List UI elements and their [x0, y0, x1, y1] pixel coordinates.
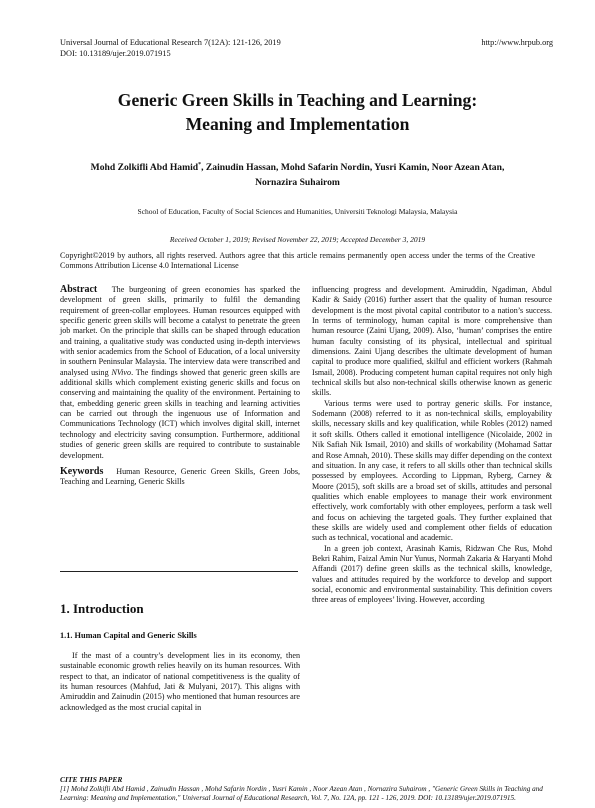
cite-label: CITE THIS PAPER — [60, 775, 123, 784]
abstract-text-a: The burgeoning of green economies has sparked the development of green skills, primarily to fulfil the demanding requirement of green-collar employees. Human resources equipped with specific generic green skills will become a catalyst to penetrate the green job market. On the principle that skills can be shaped through education and training, a qualitative study was conducted using in-depth interviews with senior academics from the School of Education, of a local university in southern Peninsular Malaysia. The interview data were transcribed and analysed using — [60, 285, 300, 377]
intro-paragraph: If the mast of a country’s development lies in its economy, then sustainable economic growth relies heavily on its human resources. With respect to that, an indicator of national competitiveness is the quality of its human resources (Mahfud, Jati & Mulyani, 2017). This aligns with Amiruddin and Zainudin (2015) who mentioned that human resources are acknowledged as the most crucial capital in — [60, 651, 300, 712]
keywords-label: Keywords — [60, 465, 104, 477]
title-line-2: Meaning and Implementation — [185, 114, 410, 134]
abstract-label: Abstract — [60, 284, 98, 295]
right-paragraph-3: In a green job context, Arasinah Kamis, Ridzwan Che Rus, Mohd Bekri Rahim, Faizal Amin Nur Yunus, Normah Zakaria & Haryanti Mohd Affandi (2017) define green skills as the technical skills, knowledge, values and attitudes required by the workforce to develop and support social, economic and environmental sustainability. This definition covers three areas of employees’ living. However, according — [312, 543, 552, 605]
paper-title — [0, 88, 595, 136]
intro-heading: 1. Introduction — [60, 601, 144, 616]
journal-citation: Universal Journal of Educational Research 7(12A): 121-126, 2019 — [60, 38, 281, 47]
author-list — [40, 158, 555, 190]
right-paragraph-1: influencing progress and development. Amiruddin, Ngadiman, Abdul Kadir & Saidy (2016) further assert that the quality of human resource development is the most pivotal capital contributor to a nation’s success. In terms of terminology, human capital is more comprehensive than human resource (Zaini Ujang, 2009). Also, ‘human’ comprises the entire human faculty consisting of its physical, intellectual and spiritual dimensions. Zaini Ujang describes the ultimate development of human capital to produce more qualified, skilful and efficient workers (Rahmah Ismail, 2008). Producing competent human capital requires not only high technical skills but also non-technical skills otherwise known as generic skills. — [312, 285, 552, 398]
affiliation: School of Education, Faculty of Social Sciences and Humanities, Universiti Teknologi Malaysia, Malaysia — [137, 207, 458, 216]
co-authors: , Zainudin Hassan, Mohd Safarin Nordin, Yusri Kamin, Noor Azean Atan, — [201, 162, 505, 174]
journal-header — [60, 37, 281, 59]
right-paragraph-2: Various terms were used to portray generic skills. For instance, Sodemann (2008) referred to it as non-technical skills, employability skills, necessary skills and key qualification, while Robles (2012) named it soft skills. Others called it emotional intelligence (Nicolaide, 2002 in Nik Safiah Nik Ismail, 2010) and skills of workability (Mohamad Sattar and Rose Amnah, 2010). These skills may differ depending on the context and situation. In any case, it refers to all skills other than technical skills possessed by employees. According to Lippman, Ryberg, Carney & Moore (2015), soft skills are a broad set of skills, attitudes and personal qualities which enable employees to manage their work environment effectively, work comfortably with other employees, perform a task well and focus on achieving the targeted goals. They further explained that these skills are widely used and complement other fields of education such as technical, vocational and academic. — [312, 398, 552, 543]
abstract-text-b: . The findings showed that generic green skills are additional skills which complement existing generic skills and focus on conserving and maintaining the quality of the environment. Pertaining to that, embedding generic green skills in teaching and learning activities can be carried out through the ingenuous use of Information and Communications Technology (ICT) which involves digital skill, internet technology and electricity saving consumption. Furthermore, additional studies of generic green skills are required to contribute to sustainable development. — [60, 367, 300, 460]
keywords-text: Human Resource, Generic Green Skills, Green Jobs, Teaching and Learning, Generic Skills — [60, 466, 300, 487]
copyright-notice: Copyright©2019 by authors, all rights reserved. Authors agree that this article remains permanently open access under the terms of the Creative Commons Attribution License 4.0 International License — [60, 251, 535, 270]
subsection-heading: 1.1. Human Capital and Generic Skills — [60, 631, 197, 640]
corresponding-author-mark: * — [198, 162, 202, 168]
section-divider — [60, 571, 298, 572]
citation-text: [1] Mohd Zolkifli Abd Hamid , Zainudin Hassan , Mohd Safarin Nordin , Yusri Kamin , Noor Azean Atan , Nornazira Suhairom , "Generic Green Skills in Teaching and Learning: Meaning and Implementation," Universal Journal of Educational Research, Vol. 7, No. 12A, pp. 121 - 126, 2019. DOI: 10.13189/ujer.2019.071915. — [60, 785, 543, 803]
header-doi: DOI: 10.13189/ujer.2019.071915 — [60, 49, 171, 58]
abstract — [60, 285, 300, 461]
intro-column — [60, 651, 300, 713]
right-column — [312, 285, 552, 606]
first-author: Mohd Zolkifli Abd Hamid — [90, 162, 199, 174]
left-column — [60, 285, 300, 488]
keywords — [60, 467, 300, 488]
title-line-1: Generic Green Skills in Teaching and Learning: — [117, 90, 478, 110]
journal-url[interactable]: http://www.hrpub.org — [481, 38, 553, 47]
last-author: Nornazira Suhairom — [255, 177, 340, 189]
nvivo-term: NVivo — [111, 367, 132, 377]
publication-dates: Received October 1, 2019; Revised November 22, 2019; Accepted December 3, 2019 — [169, 235, 426, 244]
